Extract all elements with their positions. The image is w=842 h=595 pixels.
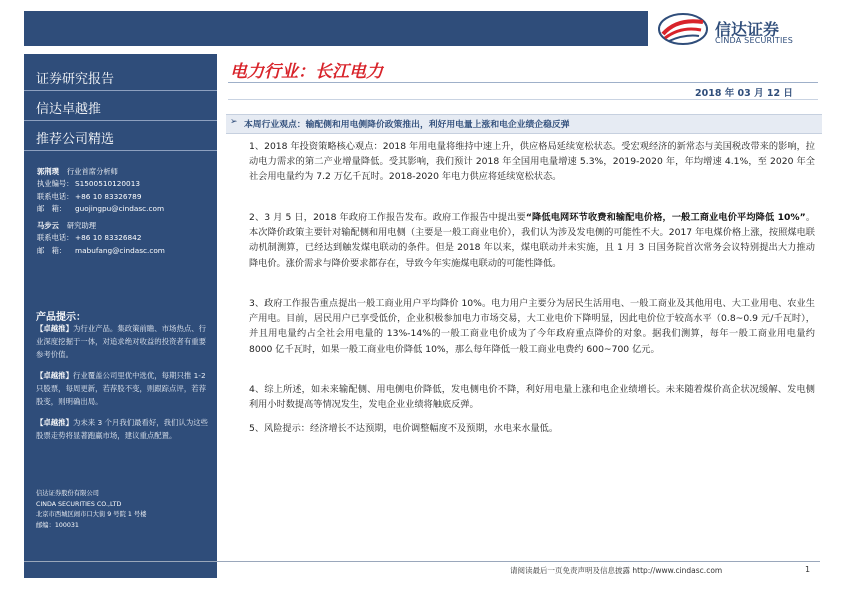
analyst-card (37, 220, 212, 257)
weekly-viewpoint-bar (226, 114, 822, 134)
product-tip (36, 369, 211, 409)
product-tip (36, 416, 211, 442)
zip-label: 邮编： (36, 521, 55, 529)
email-label: 邮 箱： (37, 204, 67, 214)
analyst-name: 马步云 (37, 221, 59, 230)
analyst-phone: +86 10 83326789 (75, 191, 142, 201)
analyst-card (37, 166, 212, 216)
tip-tag: 【卓越推】 (36, 324, 73, 333)
analyst-title: 行业首席分析师 (66, 167, 118, 176)
company-name-en: CINDA SECURITIES CO.,LTD (36, 500, 122, 508)
phone-label: 联系电话： (37, 191, 74, 201)
report-date: 2018 年 03 月 12 日 (695, 88, 793, 99)
paragraph (249, 210, 815, 271)
date-divider (228, 99, 818, 100)
paragraph: 3、政府工作报告重点提出一般工商业用户平均降价 10%。电力用户主要分为居民生活用电、一般工商业及其他用电、大工业用电、农业生产用电。目前，居民用户已享受低价，企业积极参加电力市场交易，大工业电价下降明显，因此电价位于较高水平（0.8~0.9 元/千瓦时），并且用电量约占全社会用电量的 13%-14%的一般工商业电价成为了今年政府重点降价的对象。据我们测算，每年一般工商业用电量约 8000 亿千瓦时，如果一般工商业电价降低 10%，那么每年降低一般工商业电费约 600~700 亿元。 (249, 298, 815, 355)
title-divider (228, 82, 818, 83)
cinda-logo-icon (657, 12, 709, 46)
product-tips-title: 产品提示： (36, 312, 86, 323)
sidebar-block-report-type (24, 62, 217, 91)
sidebar-block-label: 证券研究报告 (36, 72, 115, 87)
paragraph-lead: 2、3 月 5 日，2018 年政府工作报告发布。政府工作报告中提出要 (249, 212, 526, 223)
sidebar (24, 54, 217, 578)
company-address: 北京市西城区闹市口大街 9 号院 1 号楼 (36, 511, 147, 519)
analyst-email[interactable]: guojingpu@cindasc.com (75, 204, 165, 214)
sidebar-block-series (24, 92, 217, 121)
logo-text-cn: 信达证券 (715, 20, 780, 39)
company-info (36, 489, 214, 531)
page-title: 电力行业：长江电力 (230, 62, 383, 82)
paragraph-emphasis: “降低电网环节收费和输配电价格，一般工商业电价平均降低 10%” (525, 212, 806, 223)
footer-divider (24, 561, 820, 562)
logo-text-en: CINDA SECURITIES (715, 36, 794, 45)
company-name-cn: 信达证券股份有限公司 (36, 490, 99, 497)
paragraph: 1、2018 年投资策略核心观点：2018 年用电量将维持中速上升，供应格局延续宽松状态。受宏观经济的新常态与美国税改带来的影响，拉动电力需求的第二产业增量降低。受其影响，我们预计 2018 年全国用电量增速 5.3%，2019-2020 年，年均增速 4.1%，至 2020 年全社会用电量约为 7.2 万亿千瓦时。2018-2020 年电力供应将延续宽松状态。 (249, 141, 815, 183)
paragraph: 4、综上所述，如未来输配侧、用电侧电价降低，发电侧电价不降，利好用电量上涨和电企业绩增长。未来随着煤价高企状况缓解、发电侧利用小时数提高等情况发生，发电企业业绩将触底反弹。 (249, 384, 815, 411)
tip-text: 为未来 3 个月我们最看好，我们认为这些股票走势将显著跑赢市场，建议重点配置。 (36, 418, 209, 441)
weekly-viewpoint: 本周行业观点：输配侧和用电侧降价政策推出，利好用电量上涨和电企业绩企稳反弹 (244, 120, 570, 130)
arrow-right-icon: ➢ (230, 117, 238, 127)
product-tip (36, 322, 211, 362)
analyst-phone: +86 10 83326842 (75, 233, 142, 243)
tip-text: 行业覆盖公司里优中选优，每期只推 1-2 只股票，每周更新，若荐股不变，则跟踪点评，若荐股变，则明确出局。 (36, 371, 206, 407)
email-label: 邮 箱： (37, 245, 67, 255)
paragraph: 5、风险提示：经济增长不达预期，电价调整幅度不及预期，水电来水量低。 (249, 423, 559, 434)
sidebar-block-category (24, 122, 217, 151)
tip-tag: 【卓越推】 (36, 371, 73, 380)
phone-label: 联系电话： (37, 233, 74, 243)
analyst-cert: S1500510120013 (75, 179, 140, 189)
sidebar-block-label: 信达卓越推 (36, 102, 102, 117)
analyst-title: 研究助理 (66, 221, 97, 230)
tip-text: 为行业产品。集政策前瞻、市场热点、行业深度挖掘于一体，对追求绝对收益的投资者有重要参考价值。 (36, 324, 207, 360)
company-logo (657, 12, 817, 48)
zip-value: 100031 (54, 521, 79, 529)
sidebar-block-label: 推荐公司精选 (36, 132, 115, 147)
header-bar (24, 11, 648, 46)
disclaimer-note[interactable]: 请阅读最后一页免责声明及信息披露 http://www.cindasc.com (510, 566, 723, 575)
company-zip (36, 521, 214, 532)
paragraph-tail: 。本次降价政策主要针对输配侧和用电侧（主要是一般工商业电价），我们认为涉及发电侧的可能性不大。2017 年电煤价格上涨，按照煤电联动机制测算，已经达到触发煤电联动的条件。但是 2018 年以来，煤电联动并未实施，且 1 月 3 日国务院首次常务会议特别提出大力推动降电价。涨价需求与降价要求都存在，导致今年实施煤电联动的可能性降低。 (249, 212, 816, 269)
analyst-email[interactable]: mabufang@cindasc.com (75, 245, 165, 255)
page-number: 1 (805, 565, 811, 574)
cert-label: 执业编号： (37, 179, 74, 189)
analyst-name: 郭荆璞 (37, 167, 59, 176)
tip-tag: 【卓越推】 (36, 418, 73, 427)
